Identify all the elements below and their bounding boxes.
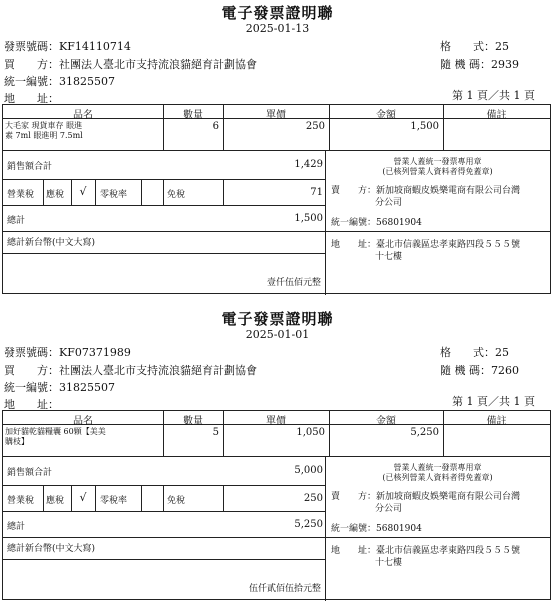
chinese-total-value: 伍仟貳佰伍拾元整	[248, 584, 321, 594]
seller-tax-id: 統一編號：56801904	[331, 218, 422, 228]
item-qty: 6	[212, 121, 219, 132]
taxable-check-mark: √	[79, 185, 87, 198]
item-qty: 5	[212, 427, 219, 438]
stamp-note: 營業人蓋統一發票專用章 (已核列營業人資料者得免蓋章)	[382, 157, 493, 176]
tax-label: 營業稅	[7, 190, 35, 200]
buyer: 買 方：社團法人臺北市支持流浪貓絕育計劃協會	[4, 58, 257, 71]
tax-label: 營業稅	[7, 496, 35, 506]
total-value: 5,250	[294, 519, 323, 530]
item-price: 250	[305, 121, 325, 132]
chinese-total-label: 總計新台幣(中文大寫)	[7, 238, 96, 248]
random-code: 隨 機 碼：2939	[440, 58, 519, 71]
invoice-table	[2, 104, 551, 294]
item-amount: 5,250	[410, 427, 439, 438]
col-header-name: 品名	[73, 110, 93, 121]
chinese-total-label: 總計新台幣(中文大寫)	[7, 544, 96, 554]
invoice-title: 電子發票證明聯	[221, 310, 334, 328]
col-header-amount: 金額	[376, 416, 396, 427]
buyer-tax-id: 統一編號：31825507	[4, 381, 115, 394]
page-indicator: 第 1 頁／共 1 頁	[452, 89, 535, 102]
col-header-note: 備註	[486, 110, 507, 121]
taxable-label: 應稅	[46, 190, 65, 200]
buyer-tax-id: 統一編號：31825507	[4, 75, 115, 88]
zero-rate-label: 零稅率	[100, 190, 128, 200]
chinese-total-value: 壹仟伍佰元整	[266, 278, 321, 288]
col-header-qty: 數量	[183, 110, 203, 121]
invoice-format: 格 式：25	[440, 346, 509, 359]
seller-tax-id: 統一編號：56801904	[331, 524, 422, 534]
random-code: 隨 機 碼：7260	[440, 364, 519, 377]
col-header-note: 備註	[486, 416, 507, 427]
col-header-price: 單價	[266, 416, 286, 427]
subtotal-label: 銷售額合計	[7, 162, 53, 172]
item-name: 加好貓乾貓糧囊 60顆【美美 購枝】	[5, 427, 106, 446]
taxable-check-mark: √	[79, 491, 87, 504]
seller: 賣 方：新加坡商蝦皮娛樂電商有限公司台灣 分公司	[331, 492, 521, 514]
tax-free-label: 免稅	[167, 190, 186, 200]
item-amount: 1,500	[410, 121, 439, 132]
page-indicator: 第 1 頁／共 1 頁	[452, 395, 535, 408]
seller: 賣 方：新加坡商蝦皮娛樂電商有限公司台灣 分公司	[331, 186, 521, 208]
taxable-label: 應稅	[46, 496, 65, 506]
seller-address: 地 址：臺北市信義區忠孝東路四段５５５號 十七樓	[331, 546, 521, 568]
col-header-price: 單價	[266, 110, 286, 121]
col-header-name: 品名	[73, 416, 93, 427]
subtotal-value: 1,429	[294, 159, 323, 170]
subtotal-label: 銷售額合計	[7, 468, 53, 478]
zero-rate-label: 零稅率	[100, 496, 128, 506]
buyer-address: 地 址：	[4, 398, 59, 411]
invoice-2	[0, 306, 555, 606]
tax-value: 250	[303, 493, 323, 504]
tax-value: 71	[310, 187, 323, 198]
subtotal-value: 5,000	[294, 465, 323, 476]
buyer-address: 地 址：	[4, 92, 59, 105]
invoice-table	[2, 410, 551, 600]
invoice-format: 格 式：25	[440, 40, 509, 53]
total-label: 總計	[7, 522, 26, 532]
invoice-date: 2025-01-13	[245, 22, 310, 35]
col-header-qty: 數量	[183, 416, 203, 427]
invoice-number: 發票號碼：KF07371989	[4, 346, 131, 359]
buyer: 買 方：社團法人臺北市支持流浪貓絕育計劃協會	[4, 364, 257, 377]
total-value: 1,500	[294, 213, 323, 224]
invoice-1	[0, 0, 555, 300]
stamp-note: 營業人蓋統一發票專用章 (已核列營業人資料者得免蓋章)	[382, 463, 493, 482]
invoice-title: 電子發票證明聯	[221, 4, 334, 22]
item-name: 大毛家 現貨車存 眼進 素 7ml 眼進明 7.5ml	[5, 121, 83, 140]
invoice-number: 發票號碼：KF14110714	[4, 40, 131, 53]
item-price: 1,050	[296, 427, 325, 438]
total-label: 總計	[7, 216, 26, 226]
tax-free-label: 免稅	[167, 496, 186, 506]
seller-address: 地 址：臺北市信義區忠孝東路四段５５５號 十七樓	[331, 240, 521, 262]
invoice-date: 2025-01-01	[245, 328, 310, 341]
col-header-amount: 金額	[376, 110, 396, 121]
